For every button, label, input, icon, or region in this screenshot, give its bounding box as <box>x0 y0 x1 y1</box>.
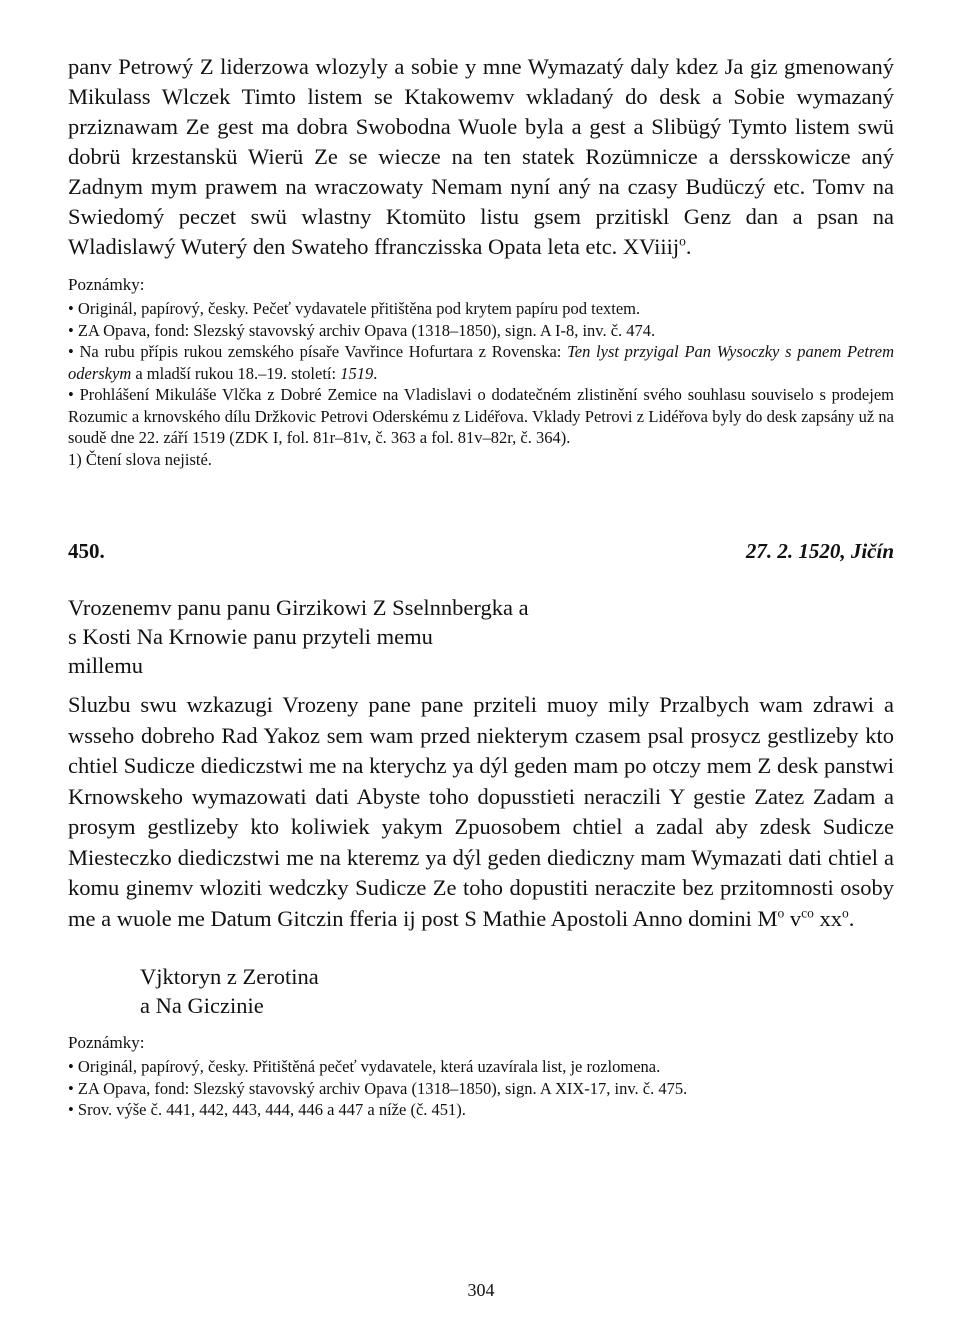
note-item: • Prohlášení Mikuláše Vlčka z Dobré Zemice na Vladislavi o dodatečném zlistinění svého souhlasu souviselo s prodejem Rozumic a krnovského dílu Držkovic Petrovi Oderskému z Lidéřova. Vklady Petrovi z Lidéřova byly do desk zapsány už na soudě dne 22. září 1519 (ZDK I, fol. 81r–81v, č. 363 a fol. 81v–82r, č. 364). <box>68 385 894 447</box>
note-item <box>68 341 894 384</box>
document-number: 450. <box>68 539 105 563</box>
signature-block <box>140 962 319 1020</box>
note-text: • Na rubu přípis rukou zemského písaře Vavřince Hofurtara z Rovenska: <box>68 342 568 361</box>
letter-text: . <box>848 905 855 931</box>
signature-line: a Na Giczinie <box>140 993 264 1018</box>
note-item: • Originál, papírový, česky. Přitištěná pečeť vydavatele, která uzavírala list, je rozlomena. <box>68 1057 661 1076</box>
letter-superscript: co <box>801 905 814 920</box>
continuation-superscript: o <box>679 233 686 249</box>
note-item: • Srov. výše č. 441, 442, 443, 444, 446 a 447 a níže (č. 451). <box>68 1100 466 1119</box>
document-header <box>68 539 894 569</box>
note-text: a mladší rukou 18.–19. století: <box>131 363 341 383</box>
note-item: • ZA Opava, fond: Slezský stavovský archiv Opava (1318–1850), sign. A I-8, inv. č. 474. <box>68 320 656 340</box>
notes-heading: Poznámky: <box>68 275 145 294</box>
address-block <box>68 593 628 680</box>
document-date-place: 27. 2. 1520, Jičín <box>745 539 894 563</box>
note-year: 1519 <box>340 363 374 383</box>
signature-line: Vjktoryn z Zerotina <box>140 964 319 989</box>
notes-section-1 <box>68 274 894 470</box>
notes-heading: Poznámky: <box>68 1033 145 1052</box>
continuation-end: . <box>685 234 692 259</box>
note-quote: Ten lyst przyigal Pan Wysoczky s panem Petrem oderskym <box>68 342 894 383</box>
notes-section-2 <box>68 1032 894 1121</box>
note-item: • ZA Opava, fond: Slezský stavovský archiv Opava (1318–1850), sign. A XIX-17, inv. č. 475. <box>68 1078 688 1098</box>
page-number: 304 <box>467 1280 495 1300</box>
letter-superscript: o <box>842 905 849 920</box>
note-item: • Originál, papírový, česky. Pečeť vydavatele přitištěna pod krytem papíru pod textem. <box>68 299 641 318</box>
letter-text: v <box>784 905 802 931</box>
letter-text: Sluzbu swu wzkazugi Vrozeny pane pane prziteli muoy mily Przalbych wam zdrawi a wsseho dobreho Rad Yakoz sem wam przed niekterym czasem psal prosycz gestlizeby kto chtiel Sudicze diediczstwi me na kterychz ya dýl geden mam po otczy mem Z desk panstwi Krnowskeho wymazowati dati Abyste toho dopusstieti neraczili Y gestie Zatez Zadam a prosym gestlizeby kto koliwiek yakym Zpuosobem chtiel a zadal aby zdesk Sudicze Miesteczko diediczstwi me na kteremz ya dýl geden diediczny mam Wymazati dati chtiel a komu ginemv wloziti wedczky Sudicze Ze toho dopustiti neraczite bez przitomnosti osoby me a wuole me Datum Gitczin fferia ij post S Mathie Apostoli Anno domini M <box>68 692 894 931</box>
address-line: millemu <box>68 653 143 678</box>
continuation-text <box>68 52 894 262</box>
address-line: s Kosti Na Krnowie panu przyteli memu <box>68 624 433 649</box>
letter-body <box>68 690 894 934</box>
letter-superscript: o <box>777 905 785 920</box>
footnote: 1) Čtení slova nejisté. <box>68 449 212 469</box>
page <box>68 52 894 1300</box>
letter-text: xx <box>813 905 842 931</box>
continuation-body: panv Petrowý Z liderzowa wlozyly a sobie y mne Wymazatý daly kdez Ja giz gmenowaný Mikulass Wlczek Timto listem se Ktakowemv wkladaný do desk a Sobie wymazaný prziznawam Ze gest ma dobra Swobodna Wuole byla a gest a Slibügý Tymto listem swü dobrü krzestanskü Wierü Ze se wiecze na ten statek Rozümnicze a dersskowicze aný Zadnym mym prawem na wraczowaty Nemam nyní aný na czasy Budüczý etc. Tomv na Swiedomý peczet swü wlastny Ktomüto listu gsem przitiskl Genz dan a psan na Wladislawý Wuterý den Swateho ffranczisska Opata leta etc. XViiij <box>68 54 894 259</box>
note-text: . <box>373 363 378 383</box>
address-line: Vrozenemv panu panu Girzikowi Z Sselnnbergka a <box>68 595 529 620</box>
